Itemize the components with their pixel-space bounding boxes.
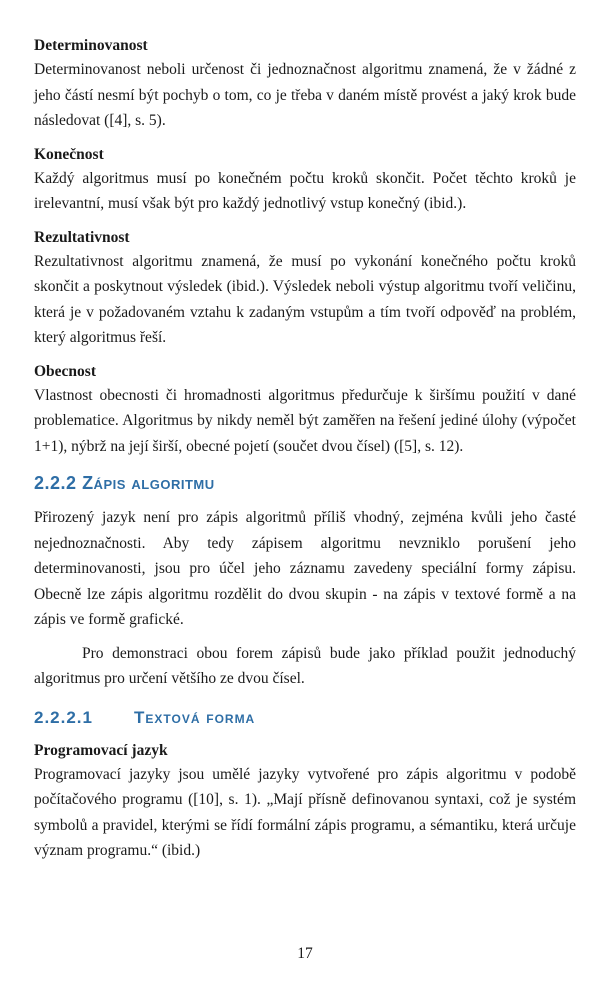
- paragraph: Pro demonstraci obou forem zápisů bude jako příklad použit jednoduchý algoritmus pro určení většího ze dvou čísel.: [34, 644, 576, 687]
- heading-title: Zápis algoritmu: [82, 473, 215, 493]
- paragraph: Každý algoritmus musí po konečném počtu kroků skončit. Počet těchto kroků je irelevantní, musí však být pro každý jednotlivý vstup konečný (ibid.).: [34, 169, 576, 212]
- paragraph: Vlastnost obecnosti či hromadnosti algoritmus předurčuje k širšímu použití v dané problematice. Algoritmus by nikdy neměl být zaměřen na řešení jediné úlohy (výpočet 1+1), nýbrž na její širší, obecné pojetí (součet dvou čísel) ([5], s. 12).: [34, 386, 576, 455]
- section-konecnost: [34, 144, 576, 217]
- term-heading: Rezultativnost: [34, 228, 130, 246]
- paragraph: Přirozený jazyk není pro zápis algoritmů příliš vhodný, zejména kvůli jeho časté nejednoznačnosti. Aby tedy zápisem algoritmu nevzniklo porušení jeho determinovanosti, jsou pro účel jeho záznamu zavedeny speciální formy zápisu. Obecně lze zápis algoritmu rozdělit do dvou skupin - na zápis v textové formě a na zápis ve formě grafické.: [34, 509, 576, 628]
- paragraph: Rezultativnost algoritmu znamená, že musí po vykonání konečného počtu kroků skončit a poskytnout výsledek (ibid.). Výsledek neboli výstup algoritmu tvoří veličinu, která je v požadovaném vztahu k zadaným vstupům a tím tvoří odpověď na problém, který algoritmus řeší.: [34, 252, 576, 346]
- page-number: 17: [297, 945, 313, 962]
- term-heading: Determinovanost: [34, 37, 148, 54]
- term-heading: Konečnost: [34, 145, 104, 163]
- term-heading: Obecnost: [34, 362, 96, 380]
- section-programovaci-jazyk: [34, 740, 576, 864]
- section-determinovanost: [34, 35, 576, 134]
- paragraph: Programovací jazyky jsou umělé jazyky vytvořené pro zápis algoritmu v podobě počítačového programu ([10], s. 1). „Mají přísně definovanou syntaxi, což je systém symbolů a pravidel, kterými se řídí formální zápis programu, a sémantiku, která určuje význam programu.“ (ibid.): [34, 765, 576, 859]
- paragraph: Determinovanost neboli určenost či jednoznačnost algoritmu znamená, že v žádné z jeho částí nesmí být pochyb o tom, co je třeba v daném místě provést a jaký krok bude následovat ([4], s. 5).: [34, 61, 576, 129]
- section-rezultativnost: [34, 227, 576, 351]
- section-obecnost: [34, 361, 576, 460]
- heading-title: Textová forma: [134, 707, 256, 727]
- section-heading-2-2-2: [34, 471, 576, 495]
- section-heading-2-2-2-1: [34, 706, 576, 730]
- heading-number: 2.2.2.1: [34, 707, 93, 727]
- term-heading: Programovací jazyk: [34, 741, 168, 759]
- heading-number: 2.2.2: [34, 473, 77, 493]
